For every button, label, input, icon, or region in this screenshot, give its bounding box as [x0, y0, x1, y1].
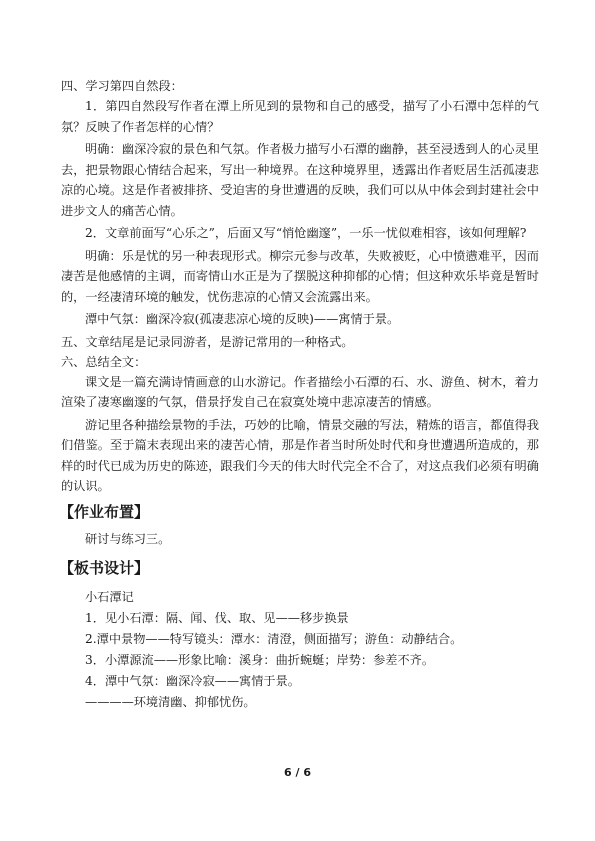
section4-heading: 四、学习第四自然段：: [61, 79, 183, 93]
section4-question-2: 2．文章前面写“心乐之”，后面又写“悄怆幽邃”，一乐一忧似难相容，该如何理解?: [85, 226, 527, 240]
board-item: ————环境清幽、抑郁忧伤。: [85, 694, 256, 709]
board-heading: 【板书设计】: [59, 558, 150, 577]
summary-paragraph-1: 课文是一篇充满诗情画意的山水游记。作者描绘小石潭的石、水、游鱼、树木，着力渲染了凄寒幽邃的气氛，借景抒发自己在寂寞处境中悲凉凄苦的情感。: [61, 374, 539, 409]
page-number: 6 / 6: [284, 766, 311, 779]
homework-text: 研讨与练习三。: [85, 531, 171, 546]
section4-atmosphere: 潭中气氛：幽深冷寂(孤凄悲凉心境的反映)——寓情于景。: [85, 312, 400, 326]
section6-heading: 六、总结全文：: [61, 354, 147, 369]
section4-question-1: 1．第四自然段写作者在潭上所见到的景物和自己的感受，描写了小石潭中怎样的气氛？反映了作者怎样的心情？: [61, 99, 539, 134]
summary-paragraph-2: 游记里各种描绘景物的手法，巧妙的比喻，情景交融的写法，精炼的语言，都值得我们借鉴。至于篇末表现出来的凄苦心情，那是作者当时所处时代和身世遭遇所造成的，那样的时代已成为历史的陈迹，跟我们今天的伟大时代完全不合了，对这点我们必须有明确的认识。: [61, 417, 539, 493]
section4-answer-2: 明确：乐是忧的另一种表现形式。柳宗元参与改革，失败被贬，心中愤懑难平，因而凄苦是他感情的主调，而寄情山水正是为了摆脱这种抑郁的心情；但这种欢乐毕竟是暂时的，一经凄清环境的触发，忧伤悲凉的心情又会流露出来。: [61, 248, 539, 304]
board-item: 4．潭中气氛：幽深冷寂——寓情于景。: [85, 673, 300, 688]
board-design: [61, 587, 539, 713]
board-item: 2.潭中景物——特写镜头：潭水：清澄，侧面描写；游鱼：动静结合。: [85, 631, 463, 646]
board-item: 1．见小石潭：隔、闻、伐、取、见——移步换景: [85, 610, 349, 625]
board-title: 小石潭记: [85, 589, 134, 604]
section4-answer-1: 明确：幽深冷寂的景色和气氛。作者极力描写小石潭的幽静，甚至浸透到人的心灵里去，把景物跟心情结合起来，写出一种境界。在这种境界里，透露出作者贬居生活孤凄悲凉的心境。这是作者被排挤、受迫害的身世遭遇的反映，我们可以从中体会到封建社会中进步文人的痛苦心情。: [61, 142, 539, 218]
homework-heading: 【作业布置】: [59, 502, 150, 521]
section5-heading: 五、文章结尾是记录同游者，是游记常用的一种格式。: [61, 334, 354, 349]
page-content: [61, 76, 539, 713]
board-item: 3．小潭源流——形象比喻：溪身：曲折蜿蜒；岸势：参差不齐。: [85, 652, 435, 667]
